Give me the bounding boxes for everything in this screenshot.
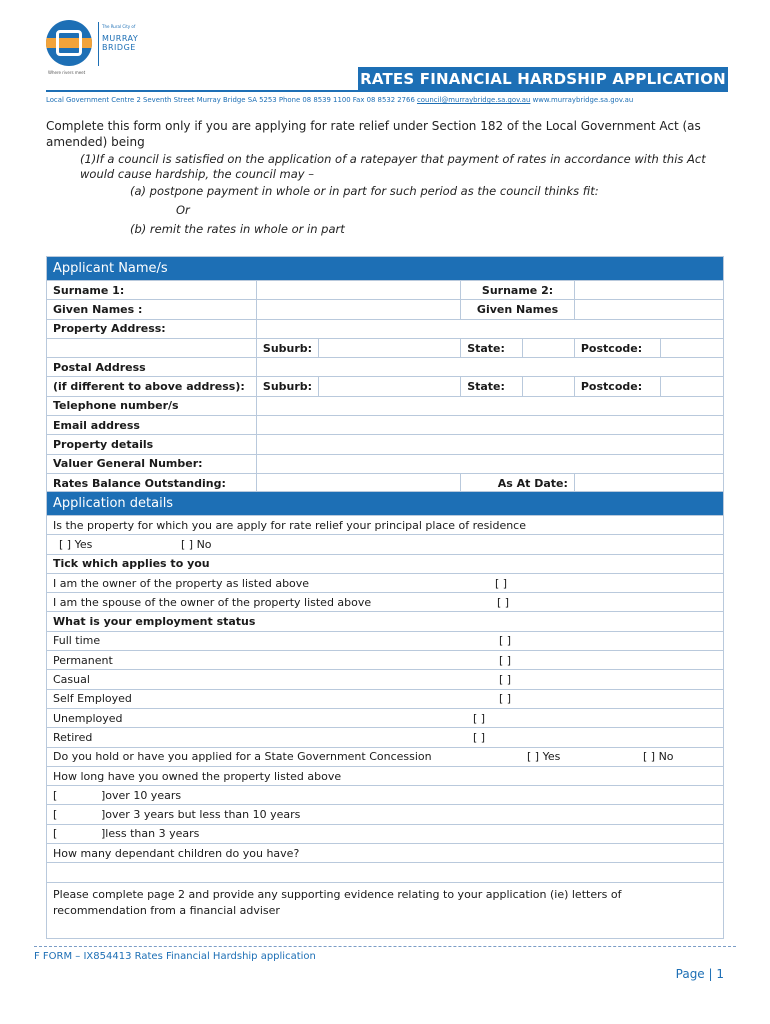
owner-label: I am the owner of the property as listed above [53,576,310,590]
legislation-quote: (1)If a council is satisfied on the application of a ratepayer that payment of rates in accordance with this Act would cause hardship, the council may – [80,152,706,181]
permanent-checkbox[interactable]: [ ] [499,653,512,667]
logo-emblem-icon [46,20,92,66]
given1-label: Given Names : [47,300,257,319]
intro-text [46,118,730,239]
property-details-field[interactable] [256,435,723,454]
principal-residence-question: Is the property for which you are apply for rate relief your principal place of residence [47,516,724,535]
concession-row [47,747,724,766]
postal-postcode-label: Postcode: [574,377,660,396]
full-time-row [47,631,724,650]
casual-label: Casual [53,673,90,687]
page-header [0,0,770,110]
unemployed-label: Unemployed [53,711,123,725]
self-employed-label: Self Employed [53,692,132,706]
intro-paragraph: Complete this form only if you are applying for rate relief under Section 182 of the Local Government Act (as amended) being [46,119,701,149]
owner-checkbox[interactable]: [ ] [495,576,508,590]
application-section-title: Application details [47,492,724,516]
casual-row [47,670,724,689]
property-details-label: Property details [47,435,257,454]
property-address-blank [47,338,257,357]
concession-no-checkbox[interactable]: [ ] No [643,750,674,764]
given2-field[interactable] [574,300,723,319]
full-time-label: Full time [53,634,101,648]
employment-heading: What is your employment status [47,612,724,631]
legislation-item-a: (a) postpone payment in whole or in part for such period as the council thinks fit: [130,184,599,198]
postal-suburb-label: Suburb: [256,377,318,396]
surname2-field[interactable] [574,281,723,300]
ownership-opt1-label: ]over 10 years [101,788,182,802]
council-address: Local Government Centre 2 Seventh Street Murray Bridge SA 5253 Phone 08 8539 1100 Fax 08 8532 2766 council@murraybridge.sa.gov.au www.murraybridge.sa.gov.au [46,96,634,104]
legislation-item-b: (b) remit the rates in whole or in part [130,222,345,236]
valuer-label: Valuer General Number: [47,454,257,473]
surname2-label: Surname 2: [461,281,575,300]
property-address-label: Property Address: [47,319,257,338]
email-label: Email address [47,416,257,435]
ownership-opt1-row[interactable]: [ ]over 10 years [47,786,724,805]
as-at-date-label: As At Date: [461,473,575,492]
surname1-field[interactable] [256,281,460,300]
logo-text: MURRAY BRIDGE [102,34,139,52]
property-suburb-field[interactable] [319,338,461,357]
logo-divider [98,22,99,66]
spouse-label: I am the spouse of the owner of the property listed above [53,595,372,609]
telephone-label: Telephone number/s [47,396,257,415]
telephone-field[interactable] [256,396,723,415]
form-reference: F FORM – IX854413 Rates Financial Hardship application [34,951,316,962]
closing-instruction: Please complete page 2 and provide any supporting evidence relating to your application (ie) letters of recommendation from a financial adviser [47,882,724,938]
council-email-link[interactable]: council@murraybridge.sa.gov.au [417,96,531,104]
spouse-row [47,593,724,612]
owner-row [47,573,724,592]
spouse-checkbox[interactable]: [ ] [497,595,510,609]
unemployed-checkbox[interactable]: [ ] [473,711,486,725]
given1-field[interactable] [256,300,460,319]
retired-label: Retired [53,730,93,744]
logo-small-text: The Rural City of [102,24,136,29]
ownership-opt2-row[interactable]: [ ]over 3 years but less than 10 years [47,805,724,824]
council-logo [46,20,146,75]
council-website[interactable]: www.murraybridge.sa.gov.au [530,96,634,104]
unemployed-row [47,708,724,727]
property-address-field[interactable] [256,319,723,338]
permanent-label: Permanent [53,653,113,667]
page-number: Page | 1 [675,967,724,981]
concession-yes-checkbox[interactable]: [ ] Yes [527,750,561,764]
property-state-field[interactable] [523,338,575,357]
surname1-label: Surname 1: [47,281,257,300]
logo-tagline: Where rivers meet [48,70,86,75]
as-at-date-field[interactable] [574,473,723,492]
tick-heading: Tick which applies to you [47,554,724,573]
principal-yes-checkbox[interactable]: [ ] Yes [59,537,93,551]
self-employed-checkbox[interactable]: [ ] [499,692,512,706]
children-field[interactable] [47,863,724,882]
property-suburb-label: Suburb: [256,338,318,357]
ownership-opt3-label: ]less than 3 years [101,827,200,841]
self-employed-row [47,689,724,708]
postal-address-label: Postal Address [47,358,257,377]
permanent-row [47,651,724,670]
applicant-table [46,256,724,493]
valuer-field[interactable] [256,454,723,473]
email-field[interactable] [256,416,723,435]
footer-divider [34,946,736,947]
rates-balance-field[interactable] [256,473,460,492]
retired-checkbox[interactable]: [ ] [473,730,486,744]
form-title: RATES FINANCIAL HARDSHIP APPLICATION [358,67,728,91]
ownership-opt2-label: ]over 3 years but less than 10 years [101,808,301,822]
principal-residence-options [47,535,724,554]
property-postcode-field[interactable] [660,338,723,357]
legislation-or: Or [176,203,190,217]
postal-suburb-field[interactable] [319,377,461,396]
property-postcode-label: Postcode: [574,338,660,357]
application-table [46,491,724,939]
full-time-checkbox[interactable]: [ ] [499,634,512,648]
rates-balance-label: Rates Balance Outstanding: [47,473,257,492]
postal-state-field[interactable] [523,377,575,396]
property-state-label: State: [461,338,523,357]
postal-address-field[interactable] [256,358,723,377]
ownership-opt3-row[interactable]: [ ]less than 3 years [47,824,724,843]
ownership-question: How long have you owned the property listed above [47,766,724,785]
title-underline [46,90,728,92]
postal-state-label: State: [461,377,523,396]
given2-label: Given Names [461,300,575,319]
retired-row [47,728,724,747]
applicant-section-title: Applicant Name/s [47,257,724,281]
concession-question: Do you hold or have you applied for a State Government Concession [53,750,432,764]
postal-postcode-field[interactable] [660,377,723,396]
casual-checkbox[interactable]: [ ] [499,673,512,687]
principal-no-checkbox[interactable]: [ ] No [181,537,212,551]
postal-if-different-label: (if different to above address): [47,377,257,396]
children-question: How many dependant children do you have? [47,844,724,863]
